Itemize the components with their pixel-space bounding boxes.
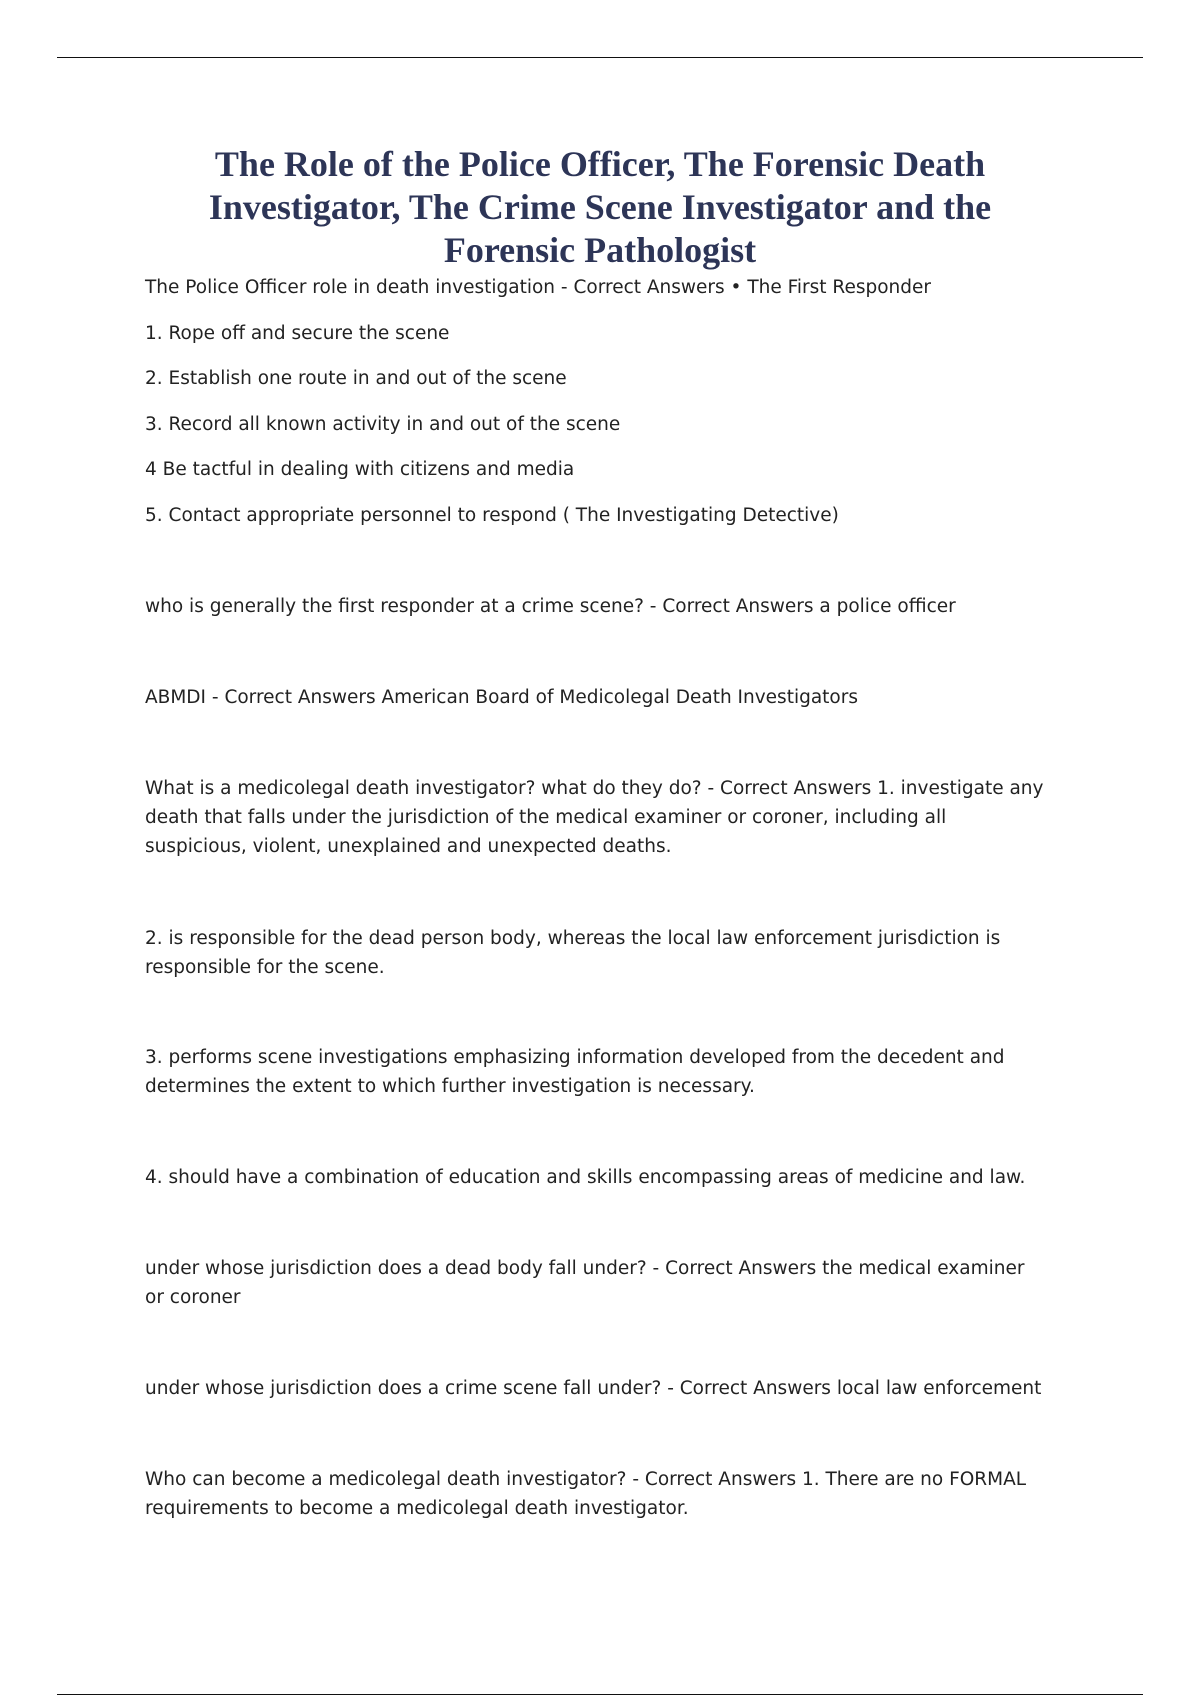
document-title: The Role of the Police Officer, The Forensic Death Investigator, The Crime Scene Investigator and the Forensic Pathologist (208, 144, 992, 270)
list-item-step-4: 4 Be tactful in dealing with citizens and media (145, 459, 575, 480)
qa-item-medicolegal-investigator: What is a medicolegal death investigator? what do they do? - Correct Answers 1. investigate any death that falls under the jurisdiction of the medical examiner or coroner, including all suspicious, violent, unexplained and unexpected deaths. (145, 778, 1044, 857)
qa-item-abmdi: ABMDI - Correct Answers American Board of Medicolegal Death Investigators (145, 687, 858, 708)
qa-item-who-can-become: Who can become a medicolegal death investigator? - Correct Answers 1. There are no FORMAL requirements to become a medicolegal death investigator. (145, 1469, 1027, 1519)
bottom-divider (57, 1694, 1143, 1695)
paragraph-point-4: 4. should have a combination of education and skills encompassing areas of medicine and law. (145, 1167, 1026, 1188)
list-item-step-2: 2. Establish one route in and out of the scene (145, 368, 567, 389)
top-divider (57, 57, 1143, 58)
qa-item-first-responder: who is generally the first responder at a crime scene? - Correct Answers a police officer (145, 596, 956, 617)
paragraph-point-2: 2. is responsible for the dead person body, whereas the local law enforcement jurisdiction is responsible for the scene. (145, 928, 1001, 978)
list-item-step-3: 3. Record all known activity in and out of the scene (145, 414, 621, 435)
list-item-step-1: 1. Rope off and secure the scene (145, 323, 450, 344)
list-item-step-5: 5. Contact appropriate personnel to respond ( The Investigating Detective) (145, 505, 839, 526)
qa-item-police-officer-role: The Police Officer role in death investigation - Correct Answers • The First Responder (145, 277, 931, 298)
qa-item-dead-body-jurisdiction: under whose jurisdiction does a dead body fall under? - Correct Answers the medical examiner or coroner (145, 1258, 1025, 1308)
qa-item-crime-scene-jurisdiction: under whose jurisdiction does a crime scene fall under? - Correct Answers local law enforcement (145, 1378, 1042, 1399)
paragraph-point-3: 3. performs scene investigations emphasizing information developed from the decedent and determines the extent to which further investigation is necessary. (145, 1047, 1005, 1097)
